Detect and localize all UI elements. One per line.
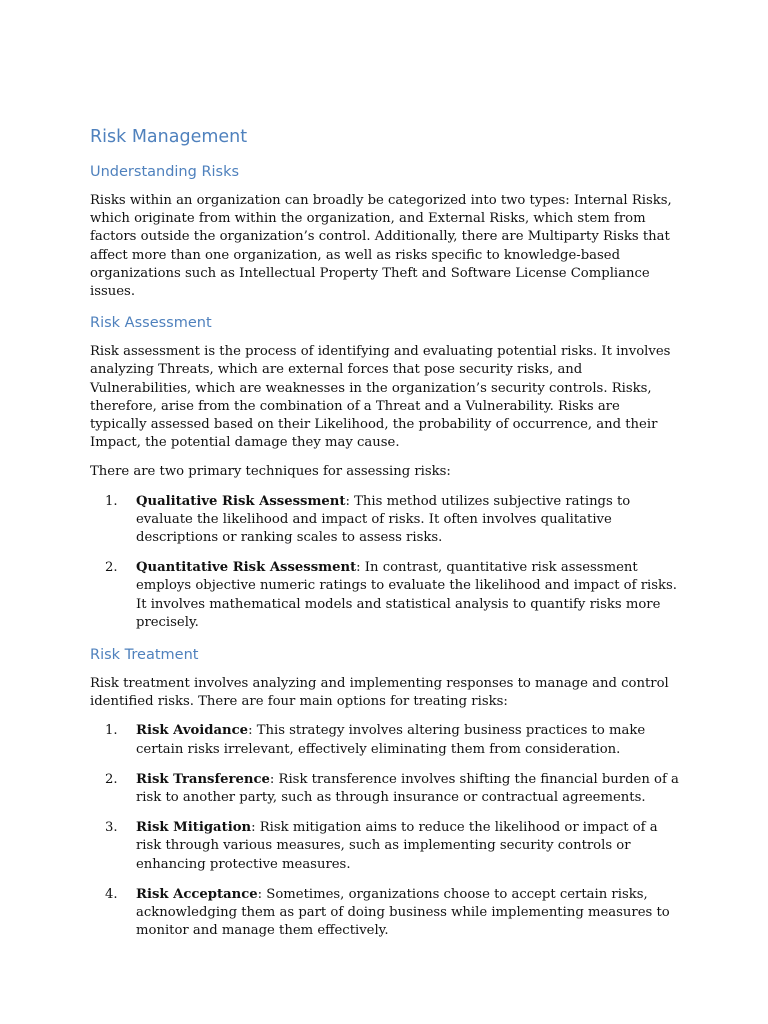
list-term: Qualitative Risk Assessment: [136, 493, 346, 509]
list-number: 1.: [105, 493, 118, 509]
list-number: 2.: [105, 560, 118, 576]
list-item: [90, 771, 680, 807]
paragraph: There are two primary techniques for assessing risks:: [90, 464, 451, 480]
section-risk-treatment: [90, 644, 680, 940]
list-term: Risk Transference: [136, 771, 270, 787]
list-term: Quantitative Risk Assessment: [136, 560, 357, 576]
list-text: : Risk mitigation aims to reduce the likelihood or impact of a risk through various measures, such as implementing security controls or enhancing protective measures.: [136, 820, 658, 872]
list-text: : This method utilizes subjective ratings to evaluate the likelihood and impact of risks. It often involves qualitative descriptions or ranking scales to assess risks.: [136, 493, 631, 546]
list-text: : Risk transference involves shifting the financial burden of a risk to another party, such as through insurance or contractual agreements.: [136, 771, 679, 806]
list-number: 3.: [105, 820, 118, 836]
list-item: [90, 722, 680, 758]
document-title: Risk Management: [90, 127, 248, 147]
list-item: [90, 559, 680, 632]
list-term: Risk Mitigation: [136, 820, 252, 836]
paragraph: Risk assessment is the process of identifying and evaluating potential risks. It involves analyzing Threats, which are external forces that pose security risks, and Vulnerabilities, which are weaknesses in the organization’s security controls. Risks, therefore, arise from the combination of a Threat and a Vulnerability. Risks are typically assessed based on their Likelihood, the probability of occurrence, and their Impact, the potential damage they may cause.: [90, 344, 671, 451]
list-number: 4.: [105, 886, 118, 902]
list-number: 2.: [105, 771, 118, 787]
list-item: [90, 886, 680, 941]
paragraph: Risk treatment involves analyzing and implementing responses to manage and control identified risks. There are four main options for treating risks:: [90, 676, 669, 710]
section-heading: Risk Assessment: [90, 315, 212, 332]
section-risk-assessment: [90, 312, 680, 632]
list-text: : Sometimes, organizations choose to accept certain risks, acknowledging them as part of doing business while implementing measures to monitor and manage them effectively.: [136, 886, 670, 939]
list-term: Risk Avoidance: [136, 723, 249, 739]
list-number: 1.: [105, 723, 118, 739]
list-item: [90, 493, 680, 548]
section-heading: Risk Treatment: [90, 647, 199, 664]
list-term: Risk Acceptance: [136, 886, 258, 902]
list-item: [90, 819, 680, 874]
list-text: : This strategy involves altering business practices to make certain risks irrelevant, effectively eliminating them from consideration.: [136, 723, 646, 757]
paragraph: Risks within an organization can broadly be categorized into two types: Internal Risks, which originate from within the organization, and External Risks, which stem from factors outside the organization’s control. Additionally, there are Multiparty Risks that affect more than one organization, as well as risks specific to knowledge-based organizations such as Intellectual Property Theft and Software License Compliance issues.: [90, 193, 672, 300]
section-heading: Understanding Risks: [90, 164, 240, 180]
document-page: [90, 124, 680, 953]
numbered-list: [90, 722, 680, 940]
section-understanding-risks: [90, 161, 680, 301]
numbered-list: [90, 493, 680, 632]
list-text: : In contrast, quantitative risk assessment employs objective numeric ratings to evaluate the likelihood and impact of risks. It involves mathematical models and statistical analysis to quantify risks more precisely.: [136, 560, 677, 630]
